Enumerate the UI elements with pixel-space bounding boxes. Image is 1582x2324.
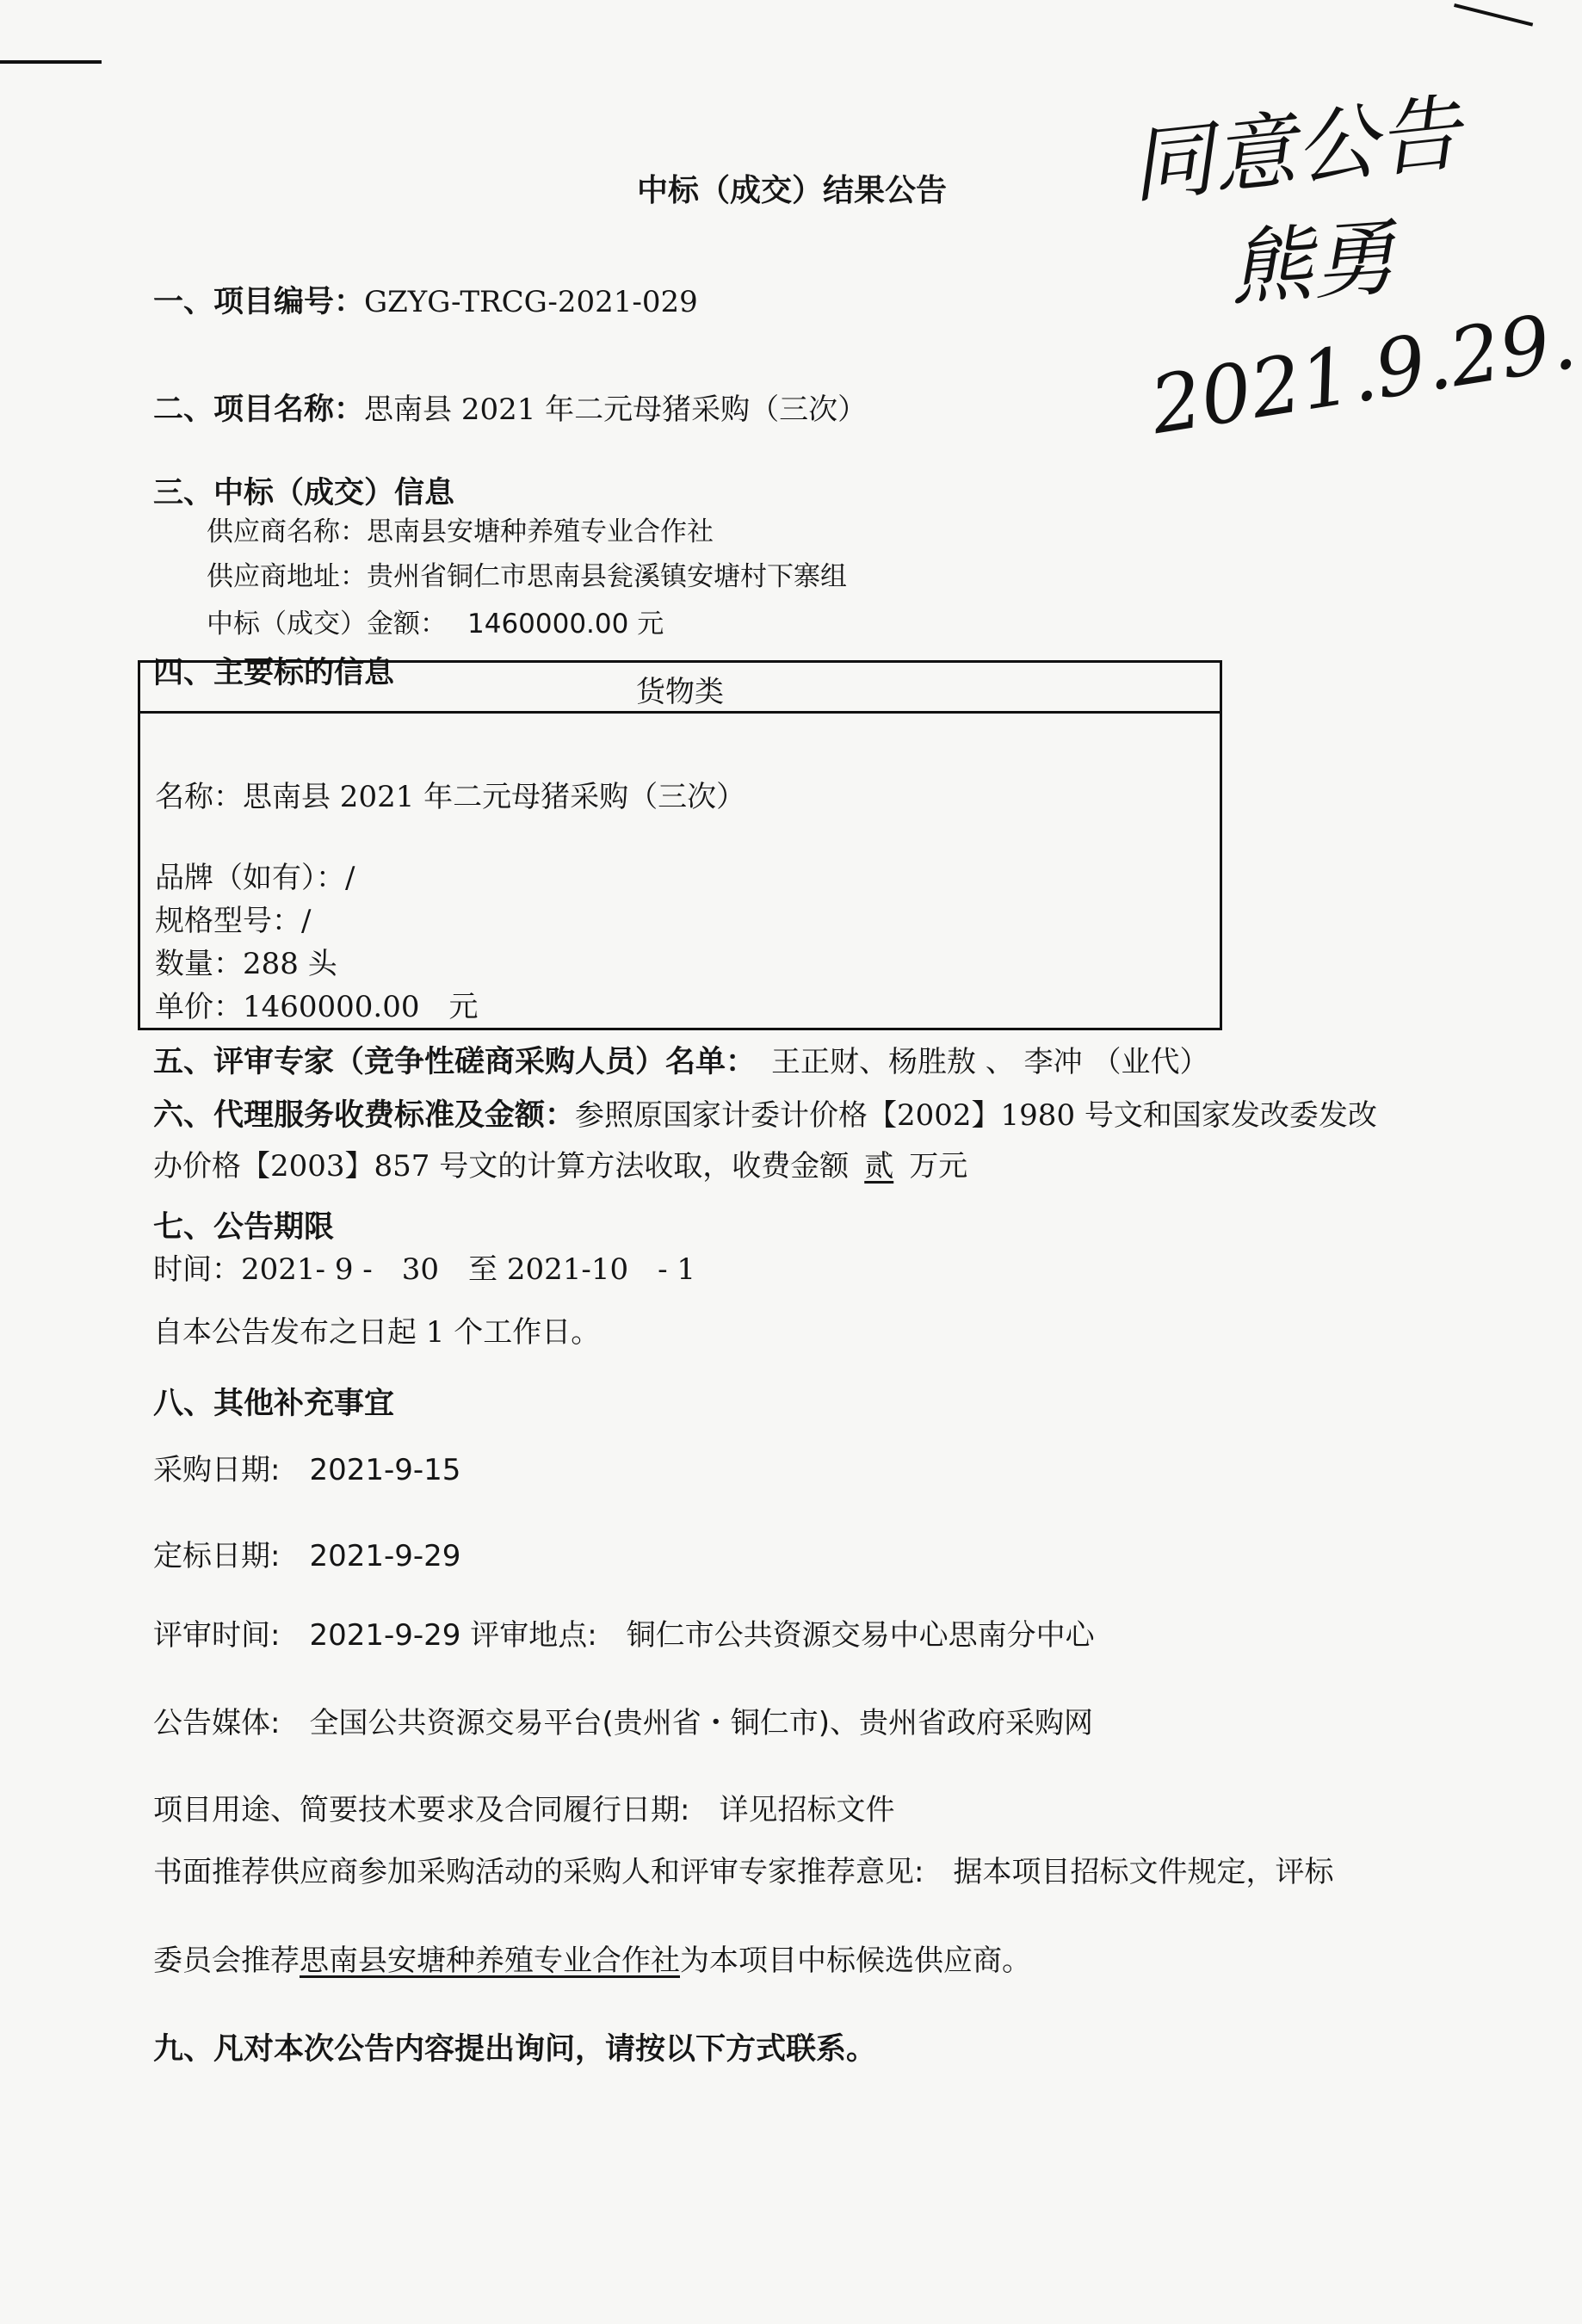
supplier-address-row <box>207 561 847 593</box>
agency-fee-row <box>153 1097 1377 1134</box>
inquiry-contact-heading: 九、凡对本次公告内容提出询问，请按以下方式联系。 <box>153 2032 877 2067</box>
expert-list-row <box>153 1044 1208 1080</box>
recommendation-line1: 书面推荐供应商参加采购活动的采购人和评审专家推荐意见: 据本项目招标文件规定，评标 <box>153 1855 1334 1889</box>
project-name-row <box>153 392 867 428</box>
main-subject-heading: 四、主要标的信息 <box>153 656 395 690</box>
document-title: 中标（成交）结果公告 <box>637 173 948 208</box>
recommendation-suffix: 为本项目中标候选供应商。 <box>680 1944 1031 1978</box>
award-info-heading: 三、中标（成交）信息 <box>153 476 455 510</box>
expert-list-value: 王正财、杨胜敖 、 李冲 （业代） <box>771 1045 1209 1079</box>
expert-list-label: 五、评审专家（竞争性磋商采购人员）名单： <box>153 1045 757 1079</box>
recommendation-line2 <box>153 1944 1031 1979</box>
review-time-location: 评审时间: 2021-9-29 评审地点: 铜仁市公共资源交易中心思南分中心 <box>153 1618 1095 1653</box>
supplier-address-value: 贵州省铜仁市思南县瓮溪镇安塘村下寨组 <box>367 561 847 592</box>
handwritten-date: 2021.9.29. <box>1144 294 1582 453</box>
goods-quantity-line: 数量：288 头 <box>155 947 337 981</box>
project-number-value: GZYG-TRCG-2021-029 <box>364 285 698 319</box>
goods-table-header: 货物类 <box>636 675 724 709</box>
supplementary-heading: 八、其他补充事宜 <box>153 1387 395 1421</box>
supplier-name-value: 思南县安塘种养殖专业合作社 <box>367 516 714 547</box>
goods-model-line: 规格型号：/ <box>155 904 312 938</box>
announcement-media: 公告媒体: 全国公共资源交易平台(贵州省・铜仁市)、贵州省政府采购网 <box>153 1706 1093 1740</box>
project-name-label: 二、项目名称： <box>153 392 365 427</box>
notice-period-note: 自本公告发布之日起 1 个工作日。 <box>153 1315 601 1350</box>
purchase-date: 采购日期: 2021-9-15 <box>153 1453 461 1487</box>
handwritten-approval: 同意公告 <box>1125 84 1465 215</box>
project-usage: 项目用途、简要技术要求及合同履行日期: 详见招标文件 <box>153 1793 895 1827</box>
scan-edge-mark-right <box>1454 3 1533 27</box>
agency-fee-label: 六、代理服务收费标准及金额： <box>153 1098 576 1133</box>
agency-fee-line2 <box>153 1149 967 1184</box>
award-date: 定标日期: 2021-9-29 <box>153 1539 461 1573</box>
goods-brand-line: 品牌（如有）：/ <box>155 861 355 895</box>
recommendation-prefix: 委员会推荐 <box>153 1944 300 1978</box>
agency-fee-unit: 万元 <box>909 1149 968 1184</box>
supplier-name-row <box>207 516 714 548</box>
award-amount-value: 1460000.00 元 <box>467 609 664 640</box>
goods-name-line: 名称：思南县 2021 年二元母猪采购（三次） <box>155 780 746 814</box>
award-amount-label: 中标（成交）金额： <box>207 609 447 640</box>
goods-table-divider <box>140 711 1220 714</box>
award-amount-row <box>207 609 664 640</box>
supplier-name-label: 供应商名称： <box>207 516 367 547</box>
project-name-value: 思南县 2021 年二元母猪采购（三次） <box>364 392 868 427</box>
supplier-address-label: 供应商地址： <box>207 561 367 592</box>
agency-fee-line2-text: 办价格【2003】857 号文的计算方法收取，收费金额 <box>153 1149 850 1184</box>
handwritten-signature: 熊勇 <box>1226 209 1399 318</box>
project-number-row <box>153 284 698 320</box>
recommended-supplier: 思南县安塘种养殖专业合作社 <box>300 1944 680 1978</box>
agency-fee-amount: 贰 <box>864 1149 894 1184</box>
notice-period-time: 时间：2021- 9 - 30 至 2021-10 - 1 <box>153 1252 696 1287</box>
agency-fee-line1: 参照原国家计委计价格【2002】1980 号文和国家发改委发改 <box>575 1098 1377 1133</box>
goods-unit-price-line: 单价：1460000.00 元 <box>155 990 479 1024</box>
notice-period-heading: 七、公告期限 <box>153 1210 335 1245</box>
scan-edge-mark-left <box>0 60 102 64</box>
project-number-label: 一、项目编号： <box>153 285 365 319</box>
